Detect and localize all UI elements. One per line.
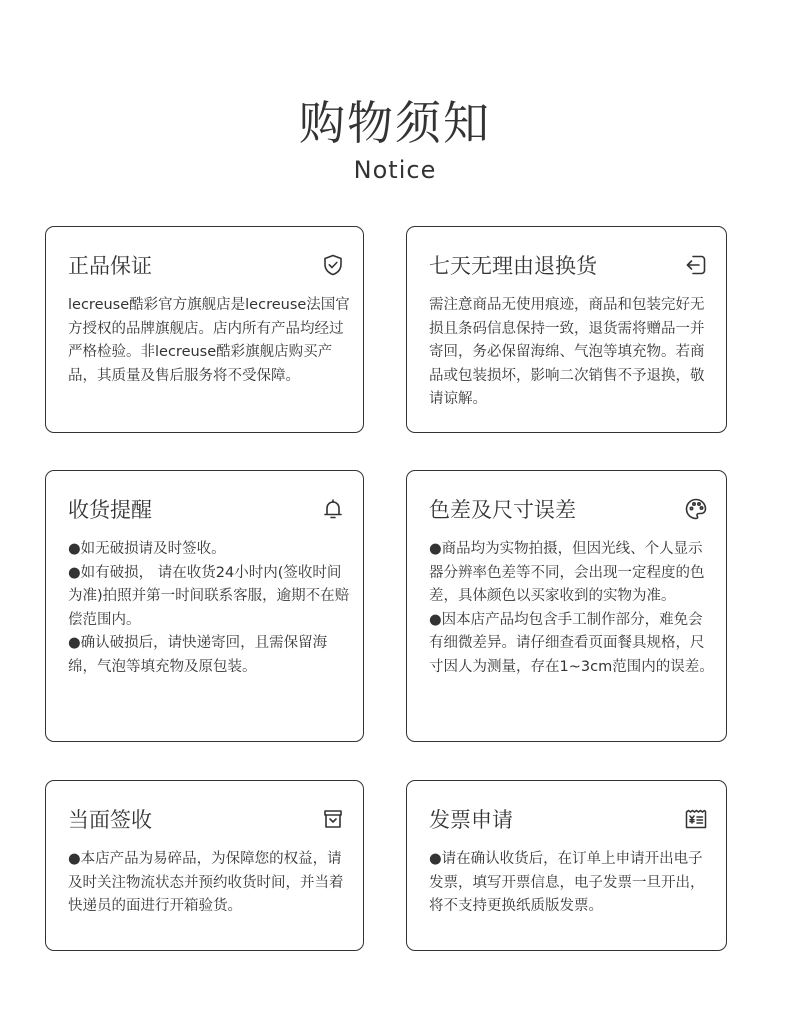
card-title: 七天无理由退换货 <box>429 254 597 278</box>
return-arrow-icon <box>684 253 708 277</box>
card-seven-day-return <box>406 226 727 433</box>
card-invoice-request <box>406 780 727 951</box>
page-title: 购物须知 <box>299 96 491 150</box>
card-body <box>68 848 351 919</box>
card-paragraph: ●商品均为实物拍摄，但因光线、个人显示器分辨率色差等不同，会出现一定程度的色差，具体颜色以买家收到的实物为准。 <box>429 541 705 604</box>
card-authenticity <box>45 226 364 433</box>
card-paragraph: ●因本店产品均包含手工制作部分，难免会有细微差异。请仔细查看页面餐具规格，尺寸因人为测量，存在1~3cm范围内的误差。 <box>429 611 714 675</box>
card-paragraph: lecreuse酷彩官方旗舰店是lecreuse法国官方授权的品牌旗舰店。店内所有产品均经过严格检验。非lecreuse酷彩旗舰店购买产品，其质量及售后服务将不受保障。 <box>68 297 350 384</box>
card-paragraph: ●如有破损， 请在收货24小时内(签收时间为准)拍照并第一时间联系客服，逾期不在赔偿范围内。 <box>68 564 350 628</box>
inbox-icon <box>321 807 345 831</box>
card-delivery-reminder <box>45 470 364 742</box>
card-title: 收货提醒 <box>68 498 152 522</box>
card-body <box>429 294 714 412</box>
invoice-icon <box>684 807 708 831</box>
card-paragraph: ●请在确认收货后，在订单上申请开出电子发票，填写开票信息，电子发票一旦开出，将不支持更换纸质版发票。 <box>429 851 705 914</box>
bell-icon <box>321 497 345 521</box>
card-body <box>429 538 714 679</box>
card-body <box>429 848 714 919</box>
card-color-size-deviation <box>406 470 727 742</box>
card-body <box>68 538 351 679</box>
card-title: 当面签收 <box>68 808 152 832</box>
card-title: 发票申请 <box>429 808 513 832</box>
page-subtitle: Notice <box>353 156 437 184</box>
card-paragraph: 需注意商品无使用痕迹，商品和包装完好无损且条码信息保持一致，退货需将赠品一并寄回，务必保留海绵、气泡等填充物。若商品或包装损坏，影响二次销售不予退换，敬请谅解。 <box>429 297 705 407</box>
card-paragraph: ●如无破损请及时签收。 <box>68 541 226 557</box>
card-in-person-signing <box>45 780 364 951</box>
card-title: 正品保证 <box>68 254 152 278</box>
card-paragraph: ●确认破损后，请快递寄回，且需保留海绵，气泡等填充物及原包装。 <box>68 635 328 675</box>
card-paragraph: ●本店产品为易碎品，为保障您的权益，请及时关注物流状态并预约收货时间，并当着快递员的面进行开箱验货。 <box>68 851 344 914</box>
shield-check-icon <box>321 253 345 277</box>
card-body <box>68 294 351 388</box>
palette-icon <box>684 497 708 521</box>
card-title: 色差及尺寸误差 <box>429 498 576 522</box>
